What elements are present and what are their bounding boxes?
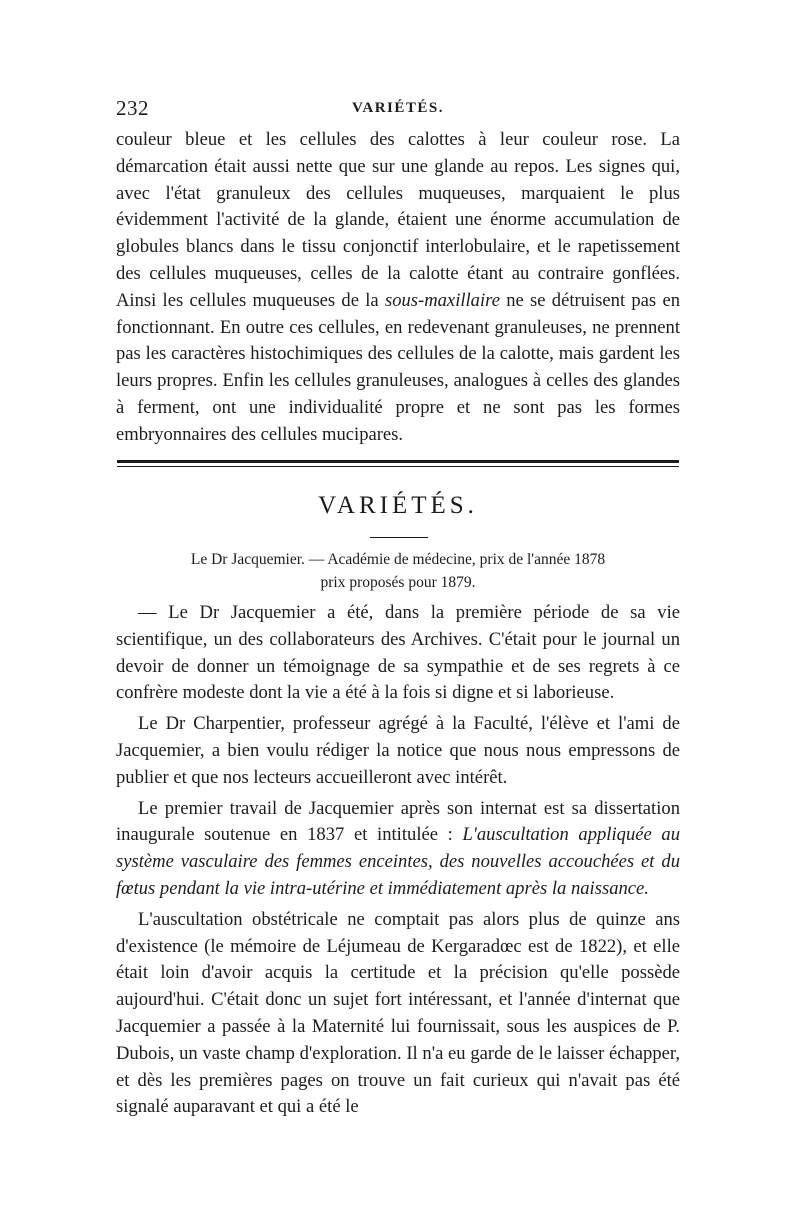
section-title: VARIÉTÉS. <box>318 492 478 519</box>
article-body <box>116 600 680 1121</box>
continuation-paragraph <box>116 127 680 449</box>
section-subtitle <box>116 548 680 594</box>
article-paragraph-2: Le Dr Charpentier, professeur agrégé à la Faculté, l'élève et l'ami de Jacquemier, a bien voulu rédiger la notice que nous nous empressons de publier et que nos lecteurs accueilleront avec intérêt. <box>116 713 680 788</box>
article-paragraph-1: — Le Dr Jacquemier a été, dans la première période de sa vie scientifique, un des collaborateurs des Archives. C'était pour le journal un devoir de donner un témoignage de sa sympathie et de ses regrets à ce confrère modeste dont la vie a été à la fois si digne et si laborieuse. <box>116 602 680 704</box>
section-divider-thick <box>117 460 679 463</box>
continuation-text-after: ne se détruisent pas en fonctionnant. En outre ces cellules, en redevenant granuleuses, ne prennent pas les caractères histochimiques des cellules de la calotte, mais gardent les leurs propres. Enfin les cellules granuleuses, analogues à celles des glandes à ferment, ont une individualité propre et ne sont pas les formes embryonnaires des cellules mucipares. <box>116 289 680 445</box>
continuation-text <box>116 127 680 449</box>
running-title: VARIÉTÉS. <box>351 100 444 116</box>
continuation-italic: sous-maxillaire <box>384 289 500 311</box>
continuation-text-before: couleur bleue et les cellules des calottes à leur couleur rose. La démarcation était aussi nette que sur une glande au repos. Les signes qui, avec l'état granuleux des cellules muqueuses, marquaient le plus évidemment l'activité de la glande, étaient une énorme accumulation de globules blancs dans le tissu conjonctif interlobulaire, et le rapetissement des cellules muqueuses, celles de la calotte étant au contraire gonflées. Ainsi les cellules muqueuses de la <box>116 129 680 311</box>
thesis-title: L'auscultation appliquée au système vasculaire des femmes enceintes, des nouvelles accouchées et du fœtus pendant la vie intra-utérine et immédiatement après la naissance. <box>116 824 681 899</box>
subtitle-line-1: Le Dr Jacquemier. — Académie de médecine, prix de l'année 1878 <box>190 551 606 568</box>
page-header <box>116 96 680 126</box>
title-underline <box>370 537 428 538</box>
subtitle-line-2: prix proposés pour 1879. <box>320 574 476 591</box>
section-divider-thin <box>117 466 679 467</box>
page-number: 232 <box>116 96 149 120</box>
article-paragraph-3 <box>116 796 680 903</box>
article-paragraph-4: L'auscultation obstétricale ne comptait pas alors plus de quinze ans d'existence (le mémoire de Léjumeau de Kergaradœc est de 1822), et elle était loin d'avoir acquis la certitude et la précision qu'elle possède aujourd'hui. C'était donc un sujet fort intéressant, et l'année d'internat que Jacquemier a passée à la Maternité lui fournissait, sous les auspices de P. Dubois, un vaste champ d'exploration. Il n'a eu garde de le laisser échapper, et dès les premières pages on trouve un fait curieux qui n'avait pas été signalé auparavant et qui a été le <box>116 908 680 1118</box>
article-paragraph-3-text: Le premier travail de Jacquemier après son internat est sa dissertation inaugurale soutenue en 1837 et intitulée : <box>116 797 680 846</box>
